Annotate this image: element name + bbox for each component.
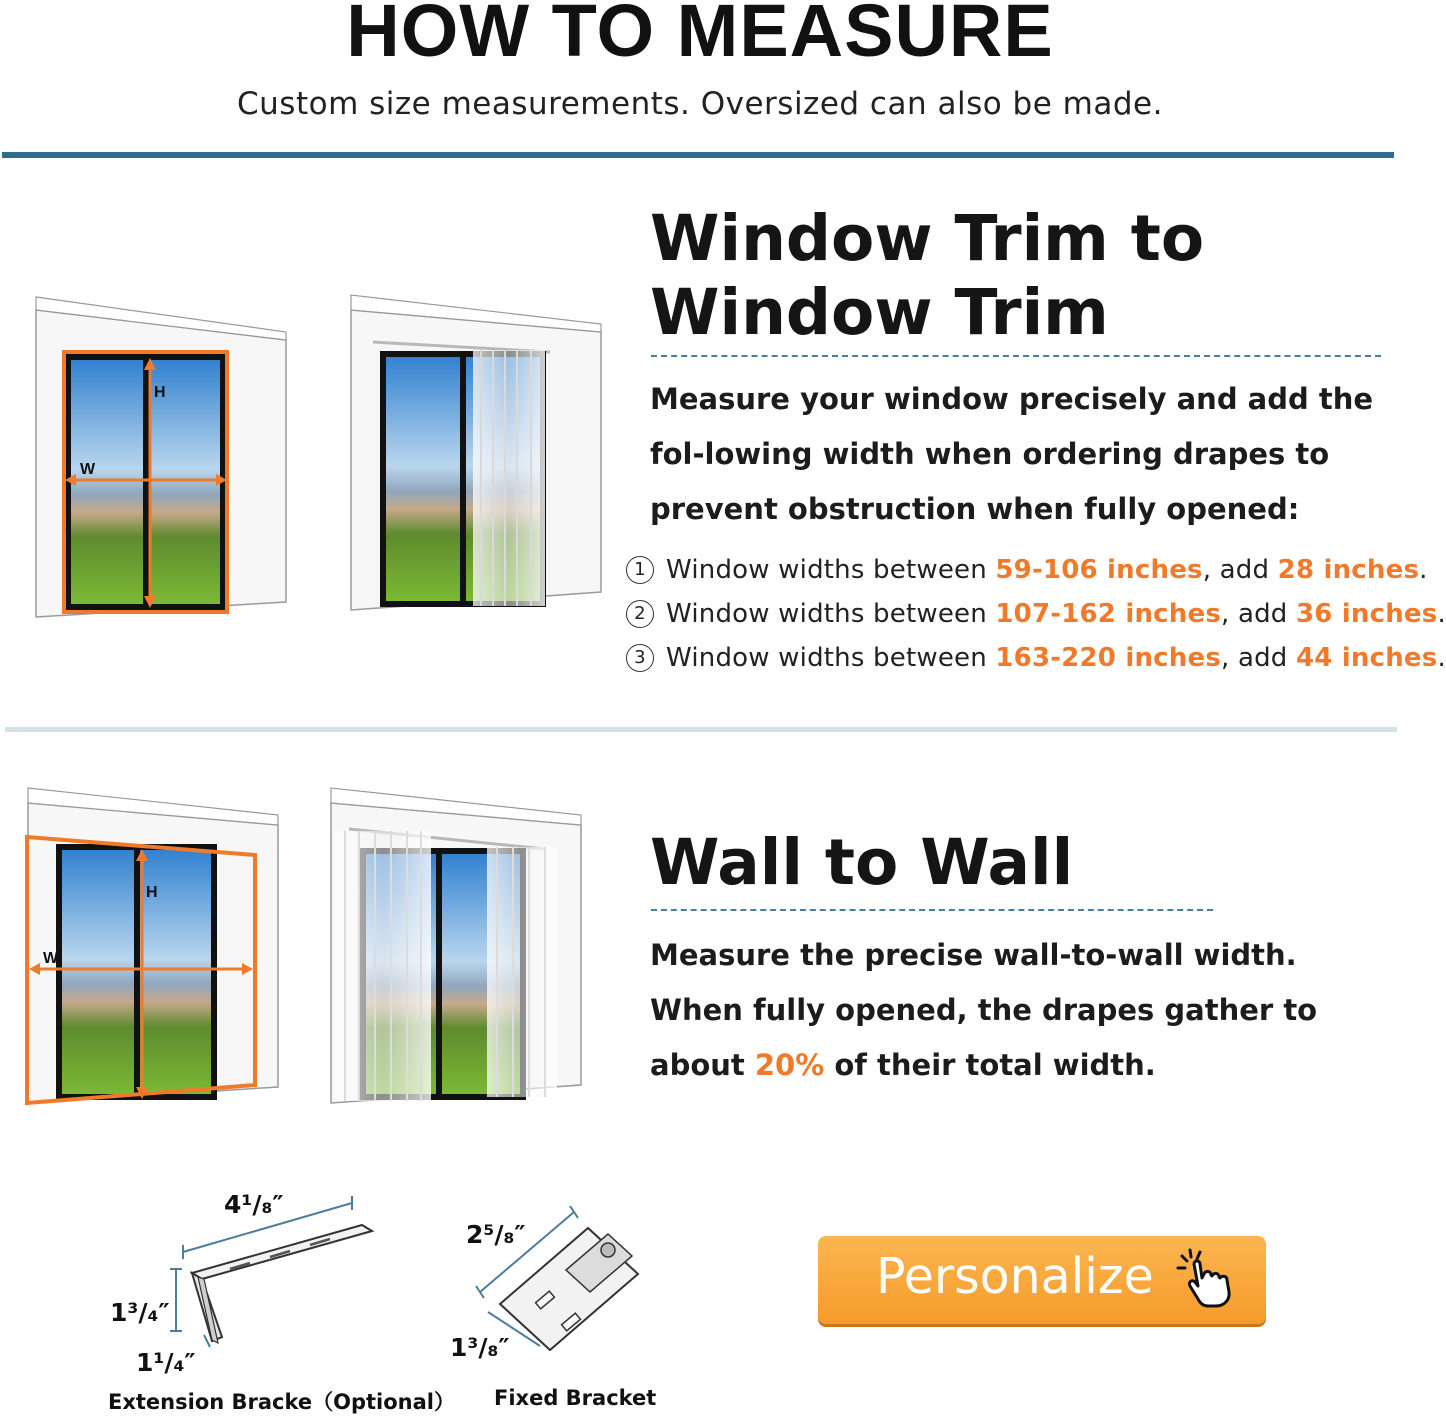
- page-title: HOW TO MEASURE: [346, 0, 1054, 72]
- top-divider: [2, 152, 1394, 158]
- width-rule-1: 1 Window widths between 59-106 inches, add 28 inches.: [626, 555, 1428, 585]
- window-trim-curtain-diagram: [345, 292, 607, 614]
- wall-to-wall-curtain-diagram: [325, 785, 587, 1110]
- width-label: W: [43, 950, 59, 967]
- width-rule-2: 2 Window widths between 107-162 inches, add 36 inches.: [626, 599, 1446, 629]
- extension-height-dim: 1³/₄″: [110, 1298, 170, 1327]
- width-label: W: [80, 461, 96, 478]
- extension-bracket-label: Extension Bracke（Optional）: [108, 1390, 456, 1414]
- window-trim-measure-diagram: [30, 292, 295, 622]
- window-trim-heading: Window Trim to Window Trim: [650, 202, 1205, 349]
- personalize-button[interactable]: [818, 1236, 1266, 1324]
- fixed-length-dim: 2⁵/₈″: [466, 1220, 526, 1249]
- extension-depth-dim: 1¹/₄″: [136, 1348, 196, 1377]
- wall-to-wall-dashed-divider: [651, 909, 1213, 911]
- width-rule-3: 3 Window widths between 163-220 inches, add 44 inches.: [626, 643, 1446, 673]
- personalize-label: Personalize: [876, 1248, 1154, 1305]
- page-subtitle: Custom size measurements. Oversized can also be made.: [237, 86, 1163, 122]
- window-trim-description: Measure your window precisely and add the fol-lowing width when ordering drapes to prevent obstruction when fully opened:: [650, 382, 1374, 526]
- window-trim-dashed-divider: [651, 355, 1381, 357]
- fixed-width-dim: 1³/₈″: [450, 1333, 510, 1362]
- height-label: H: [154, 384, 166, 401]
- wall-to-wall-measure-diagram: [22, 785, 284, 1110]
- wall-to-wall-heading: Wall to Wall: [650, 826, 1074, 899]
- pointing-hand-icon: [1174, 1248, 1244, 1310]
- extension-length-dim: 4¹/₈″: [224, 1190, 284, 1219]
- fixed-bracket-label: Fixed Bracket: [494, 1386, 657, 1410]
- height-label: H: [146, 884, 158, 901]
- section-divider: [5, 727, 1397, 732]
- wall-to-wall-description: Measure the precise wall-to-wall width. When fully opened, the drapes gather to about 20% of their total width.: [650, 938, 1318, 1082]
